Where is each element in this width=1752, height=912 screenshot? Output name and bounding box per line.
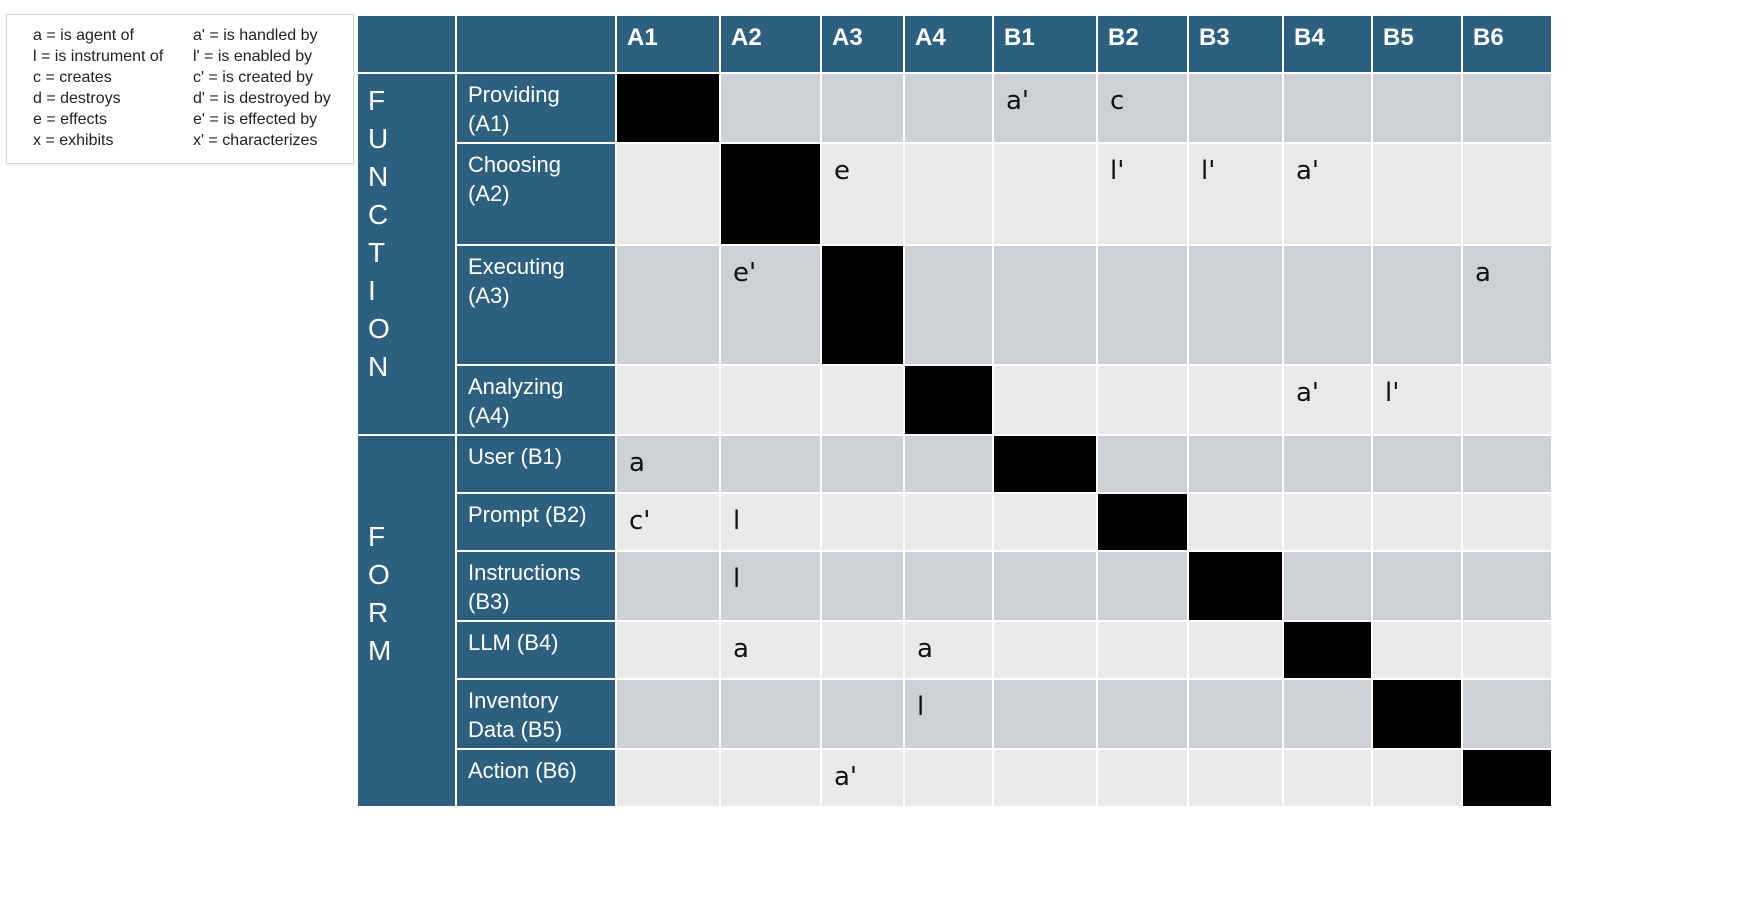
group-label-form xyxy=(357,435,456,807)
matrix-cell xyxy=(1188,73,1283,143)
matrix-cell: c xyxy=(1097,73,1188,143)
matrix-cell xyxy=(993,679,1097,749)
matrix-cell: a xyxy=(720,621,821,679)
diagonal-cell xyxy=(1283,621,1372,679)
matrix-row xyxy=(357,679,1552,749)
matrix-cell xyxy=(720,365,821,435)
row-label-line: Data (B5) xyxy=(468,717,563,742)
matrix-cell: l xyxy=(720,551,821,621)
matrix-cell xyxy=(821,73,904,143)
matrix-row xyxy=(357,749,1552,807)
matrix-cell xyxy=(616,749,720,807)
matrix-cell: a xyxy=(904,621,993,679)
row-label-line: Inventory xyxy=(468,688,559,713)
matrix-cell xyxy=(821,551,904,621)
matrix-cell xyxy=(904,143,993,245)
group-letter: F xyxy=(368,521,386,552)
matrix-cell: a' xyxy=(821,749,904,807)
group-letter: R xyxy=(368,597,389,628)
matrix-cell xyxy=(720,435,821,493)
legend-entry-right: c' = is created by xyxy=(193,69,313,86)
matrix-cell xyxy=(1462,551,1552,621)
matrix-cell xyxy=(1097,749,1188,807)
matrix-cell xyxy=(720,749,821,807)
design-structure-matrix xyxy=(356,14,1553,808)
row-label-line: (A1) xyxy=(468,111,510,136)
group-letter: U xyxy=(368,123,389,154)
matrix-cell: a xyxy=(1462,245,1552,365)
matrix-cell xyxy=(720,73,821,143)
legend-entry-right: e' = is effected by xyxy=(193,111,318,128)
matrix-cell xyxy=(993,365,1097,435)
row-label xyxy=(456,551,616,621)
corner-blank xyxy=(357,15,456,73)
row-label-line: Executing xyxy=(468,254,565,279)
matrix-cell xyxy=(1372,551,1462,621)
row-label-line: (A4) xyxy=(468,403,510,428)
group-letter: F xyxy=(368,85,386,116)
row-label-line: Action (B6) xyxy=(468,758,577,783)
matrix-cell xyxy=(1283,493,1372,551)
matrix-cell xyxy=(1372,143,1462,245)
matrix-cell: l' xyxy=(1372,365,1462,435)
matrix-row xyxy=(357,245,1552,365)
column-header: B2 xyxy=(1097,15,1188,73)
matrix-cell xyxy=(1097,365,1188,435)
matrix-cell xyxy=(993,621,1097,679)
legend-entry-right: l' = is enabled by xyxy=(193,48,313,65)
matrix-cell xyxy=(1188,435,1283,493)
row-label xyxy=(456,435,616,493)
matrix-cell xyxy=(1283,73,1372,143)
row-label xyxy=(456,245,616,365)
matrix-cell xyxy=(1462,493,1552,551)
matrix-cell xyxy=(616,143,720,245)
matrix-row xyxy=(357,493,1552,551)
row-label-line: Choosing xyxy=(468,152,561,177)
group-letter: N xyxy=(368,161,389,192)
row-label xyxy=(456,143,616,245)
row-label-line: (A2) xyxy=(468,181,510,206)
matrix-cell xyxy=(993,493,1097,551)
matrix-cell xyxy=(1283,679,1372,749)
legend-entry-right: x' = characterizes xyxy=(193,132,318,149)
matrix-cell xyxy=(1097,621,1188,679)
matrix-cell xyxy=(1188,493,1283,551)
row-label xyxy=(456,493,616,551)
matrix-cell xyxy=(1372,73,1462,143)
matrix-cell xyxy=(1462,621,1552,679)
matrix-cell xyxy=(993,143,1097,245)
group-letter: C xyxy=(368,199,389,230)
matrix-cell xyxy=(1188,365,1283,435)
matrix-cell xyxy=(616,245,720,365)
matrix-cell xyxy=(1283,749,1372,807)
legend-entry-left: e = effects xyxy=(33,111,107,128)
legend-entry-right: a' = is handled by xyxy=(193,27,318,44)
group-letter: N xyxy=(368,351,389,382)
column-header: B3 xyxy=(1188,15,1283,73)
row-label xyxy=(456,679,616,749)
legend-entry-right: d' = is destroyed by xyxy=(193,90,331,107)
matrix-cell xyxy=(1372,245,1462,365)
matrix-cell: l xyxy=(720,493,821,551)
matrix-cell xyxy=(1462,143,1552,245)
matrix-row xyxy=(357,551,1552,621)
matrix-cell xyxy=(616,551,720,621)
group-letter: I xyxy=(368,275,376,306)
column-header: A4 xyxy=(904,15,993,73)
matrix-cell xyxy=(993,551,1097,621)
group-letter: M xyxy=(368,635,392,666)
matrix-cell xyxy=(904,551,993,621)
row-label-line: (A3) xyxy=(468,283,510,308)
column-header-row xyxy=(357,15,1552,73)
column-header: A2 xyxy=(720,15,821,73)
matrix-cell: a' xyxy=(1283,365,1372,435)
legend-entry-left: c = creates xyxy=(33,69,112,86)
legend-entry-left: l = is instrument of xyxy=(33,48,164,65)
matrix-row xyxy=(357,435,1552,493)
column-header: B1 xyxy=(993,15,1097,73)
matrix-row xyxy=(357,621,1552,679)
matrix-cell xyxy=(904,749,993,807)
row-label xyxy=(456,749,616,807)
group-letter: O xyxy=(368,313,390,344)
matrix-cell xyxy=(904,245,993,365)
matrix-cell xyxy=(1097,679,1188,749)
matrix-cell: e xyxy=(821,143,904,245)
diagonal-cell xyxy=(1462,749,1552,807)
matrix-cell xyxy=(1372,435,1462,493)
matrix-row xyxy=(357,365,1552,435)
group-letter: T xyxy=(368,237,386,268)
diagonal-cell xyxy=(1372,679,1462,749)
matrix-cell xyxy=(1188,245,1283,365)
matrix-cell xyxy=(1188,679,1283,749)
matrix-cell xyxy=(904,493,993,551)
group-letter: O xyxy=(368,559,390,590)
matrix-cell: l' xyxy=(1097,143,1188,245)
matrix-cell xyxy=(1372,493,1462,551)
matrix-cell: a' xyxy=(1283,143,1372,245)
group-label-function xyxy=(357,73,456,435)
matrix-cell: a' xyxy=(993,73,1097,143)
row-label-line: Analyzing xyxy=(468,374,564,399)
column-header: B5 xyxy=(1372,15,1462,73)
matrix-cell xyxy=(821,435,904,493)
matrix-cell xyxy=(1462,679,1552,749)
column-header: B6 xyxy=(1462,15,1552,73)
diagonal-cell xyxy=(821,245,904,365)
column-header: A3 xyxy=(821,15,904,73)
diagonal-cell xyxy=(720,143,821,245)
matrix-cell: l' xyxy=(1188,143,1283,245)
diagonal-cell xyxy=(1188,551,1283,621)
diagonal-cell xyxy=(1097,493,1188,551)
diagonal-cell xyxy=(904,365,993,435)
matrix-cell xyxy=(1372,621,1462,679)
matrix-cell xyxy=(1462,73,1552,143)
matrix-cell xyxy=(1188,621,1283,679)
matrix-cell xyxy=(616,679,720,749)
matrix-cell xyxy=(993,749,1097,807)
matrix-cell xyxy=(1283,551,1372,621)
row-label xyxy=(456,73,616,143)
column-header: A1 xyxy=(616,15,720,73)
matrix-cell xyxy=(821,621,904,679)
matrix-cell: c' xyxy=(616,493,720,551)
legend-entry-left: x = exhibits xyxy=(33,132,114,149)
matrix-cell xyxy=(993,245,1097,365)
matrix-cell xyxy=(1462,435,1552,493)
row-label-line: (B3) xyxy=(468,589,510,614)
row-label-line: Prompt (B2) xyxy=(468,502,587,527)
corner-blank-2 xyxy=(456,15,616,73)
legend-box xyxy=(6,14,354,164)
matrix-cell: a xyxy=(616,435,720,493)
matrix-cell xyxy=(1283,435,1372,493)
matrix-cell xyxy=(1283,245,1372,365)
row-label-line: LLM (B4) xyxy=(468,630,559,655)
matrix-cell: e' xyxy=(720,245,821,365)
column-header: B4 xyxy=(1283,15,1372,73)
legend-entry-left: a = is agent of xyxy=(33,27,134,44)
matrix-cell xyxy=(616,365,720,435)
matrix-cell xyxy=(616,621,720,679)
diagonal-cell xyxy=(993,435,1097,493)
matrix-cell xyxy=(821,493,904,551)
row-label xyxy=(456,365,616,435)
matrix-row xyxy=(357,143,1552,245)
matrix-cell xyxy=(904,73,993,143)
matrix-cell xyxy=(1188,749,1283,807)
row-label-line: Providing xyxy=(468,82,560,107)
matrix-cell: l xyxy=(904,679,993,749)
matrix-cell xyxy=(1097,551,1188,621)
matrix-cell xyxy=(821,365,904,435)
matrix-cell xyxy=(720,679,821,749)
matrix-row xyxy=(357,73,1552,143)
matrix-cell xyxy=(1097,245,1188,365)
row-label-line: User (B1) xyxy=(468,444,563,469)
diagonal-cell xyxy=(616,73,720,143)
matrix-cell xyxy=(1097,435,1188,493)
row-label-line: Instructions xyxy=(468,560,581,585)
matrix-cell xyxy=(821,679,904,749)
matrix-cell xyxy=(1462,365,1552,435)
row-label xyxy=(456,621,616,679)
matrix-cell xyxy=(1372,749,1462,807)
legend-entry-left: d = destroys xyxy=(33,90,121,107)
matrix-cell xyxy=(904,435,993,493)
